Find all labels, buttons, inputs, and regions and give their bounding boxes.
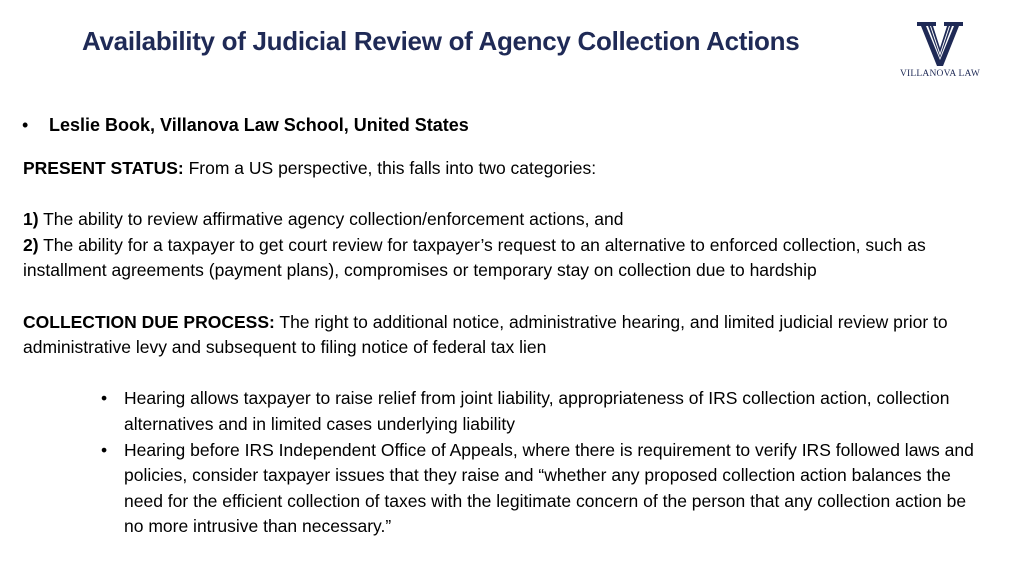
cdp-text: The right to additional notice, administrative hearing, and limited judicial review prior to administrative levy and subsequent to filing notice of federal tax lien (23, 311, 948, 358)
slide-body (23, 156, 983, 540)
present-status-paragraph (23, 156, 983, 182)
list-item (101, 386, 983, 437)
present-status-text: From a US perspective, this falls into two categories: (183, 158, 597, 178)
logo-text: VILLANOVA LAW (899, 69, 981, 79)
list-item-text: Hearing before IRS Independent Office of Appeals, where there is requirement to verify IRS followed laws and policies, consider taxpayer issues that they raise and “whether any proposed collection action balances the need for the efficient collection of taxes with the legitimate concern of the person that any collection action be no more intrusive than necessary.” (124, 439, 974, 537)
collection-due-process-paragraph (23, 310, 983, 361)
list-item-text: Hearing allows taxpayer to raise relief from joint liability, appropriateness of IRS collection action, collection alternatives and in limited cases underlying liability (124, 388, 950, 434)
category-2-text: The ability for a taxpayer to get court review for taxpayer’s request to an alternative to enforced collection, such as installment agreements (payment plans), compromises or temporary stay on collection due to hardship (23, 234, 926, 281)
author-text: Leslie Book, Villanova Law School, United States (49, 115, 469, 135)
category-1 (23, 207, 983, 233)
category-2-number: 2) (23, 234, 39, 255)
category-1-number: 1) (23, 209, 39, 230)
bullet-glyph: • (22, 115, 29, 135)
villanova-law-logo (893, 22, 987, 79)
category-2 (23, 233, 983, 284)
hearing-bullet-list (23, 386, 983, 540)
present-status-label: PRESENT STATUS: (23, 158, 184, 178)
villanova-v-shield-icon (917, 22, 963, 66)
author-line (22, 115, 469, 136)
category-1-text: The ability to review affirmative agency collection/enforcement actions, and (38, 209, 624, 230)
cdp-label: COLLECTION DUE PROCESS: (23, 311, 275, 332)
bullet-glyph: • (101, 388, 108, 409)
slide-title: Availability of Judicial Review of Agency Collection Actions (82, 26, 800, 56)
bullet-glyph: • (101, 439, 108, 460)
list-item (101, 438, 983, 540)
